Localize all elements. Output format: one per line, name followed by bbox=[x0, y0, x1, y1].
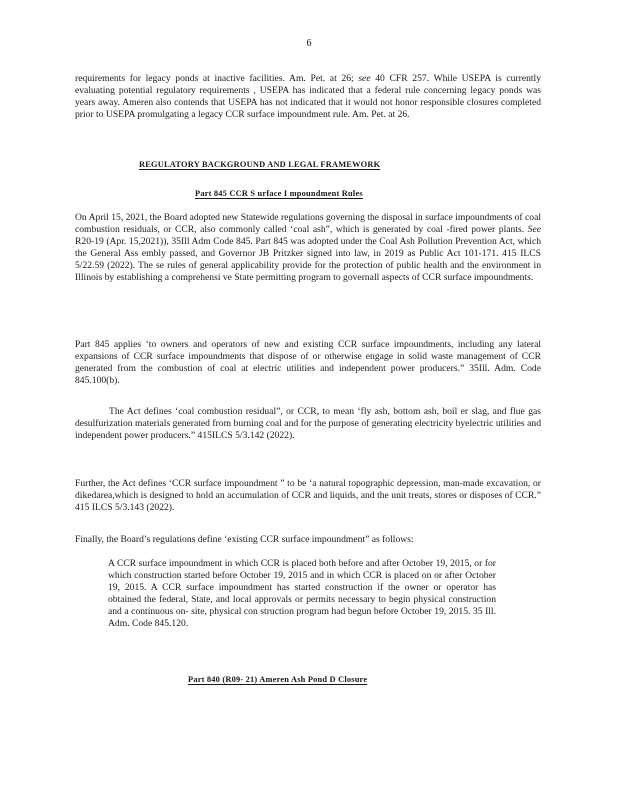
p1-text-b: R20-19 (Apr. 15,2021)), 35Ill Adm Code 845. Part 845 was adopted under the Coal Ash Pollution Prevention Act, which the General Ass embly passed, and Governor JB Pritzker signed into law, in 2019 as Public Act 101-171. 415 ILCS 5/22.59 (2022). The se rules of general applicability provide for the protection of public health and the environment in Illinois by establishing a comprehensi ve State permitting program to governall aspects of CCR surface impoundments. bbox=[75, 236, 541, 283]
paragraph-existing-definition: Finally, the Board’s regulations define ‘existing CCR surface impoundment” as follows: bbox=[75, 534, 414, 545]
p1-cite-signal: See bbox=[527, 224, 541, 235]
intro-paragraph bbox=[75, 73, 541, 121]
heading-regulatory-background: REGULATORY BACKGROUND AND LEGAL FRAMEWORK bbox=[139, 160, 381, 169]
paragraph-board-adoption bbox=[75, 212, 541, 284]
heading-part-840: Part 840 (R09- 21) Ameren Ash Pond D Closure bbox=[188, 675, 368, 684]
intro-cite-signal: see bbox=[358, 73, 371, 84]
block-quote: A CCR surface impoundment in which CCR is placed both before and after October 19, 2015, or for which construction started before October 19, 2015 and in which CCR is placed on or after October 19, 2015. A CCR surface impoundment has started construction if the owner or operator has obtained the federal, State, and local approvals or permits necessary to begin physical construction and a continuous on- site, physical con struction program had begun before October 19, 2015. 35 Ill. Adm. Code 845.120. bbox=[108, 558, 496, 629]
heading-part-845: Part 845 CCR S urface I mpoundment Rules bbox=[195, 189, 363, 198]
paragraph-part-845-applies: Part 845 applies ‘to owners and operators of new and existing CCR surface impoundments, including any lateral expansions of CCR surface impoundments that dispose of or otherwise engage in solid waste management of CCR generated from the combustion of coal at electric utilities and independent power producers.” 35Ill. Adm. Code 845.100(b). bbox=[75, 339, 541, 386]
p1-text-a: On April 15, 2021, the Board adopted new Statewide regulations governing the disposal in surface impoundments of coal combustion residuals, or CCR, also commonly called ‘coal ash”, which is generated by coal -fired power plants. bbox=[75, 212, 541, 235]
page-number: 6 bbox=[306, 38, 312, 49]
paragraph-ccr-definition: The Act defines ‘coal combustion residual”, or CCR, to mean ‘fly ash, bottom ash, boil er slag, and flue gas desulfurization materials generated from burning coal and for the purpose of generating electricity byelectric utilities and independent power producers.” 415ILCS 5/3.142 (2022). bbox=[75, 406, 541, 441]
intro-text-b: 40 CFR 257. While USEPA is currently evaluating potential regulatory requirements , USEPA has indicated that a federal rule concerning legacy ponds was years away. Ameren also contends that USEPA has not indicated that it would not honor responsible closures completed prior to USEPA promulgating a legacy CCR surface impoundment rule. Am. Pet. at 26. bbox=[75, 73, 541, 120]
intro-text-a: requirements for legacy ponds at inactive facilities. Am. Pet. at 26; bbox=[75, 73, 359, 84]
paragraph-impoundment-definition: Further, the Act defines ‘CCR surface impoundment ” to be ‘a natural topographic depression, man-made excavation, or dikedarea,which is designed to hold an accumulation of CCR and liquids, and the unit treats, stores or disposes of CCR.” 415 ILCS 5/3.143 (2022). bbox=[75, 478, 541, 513]
